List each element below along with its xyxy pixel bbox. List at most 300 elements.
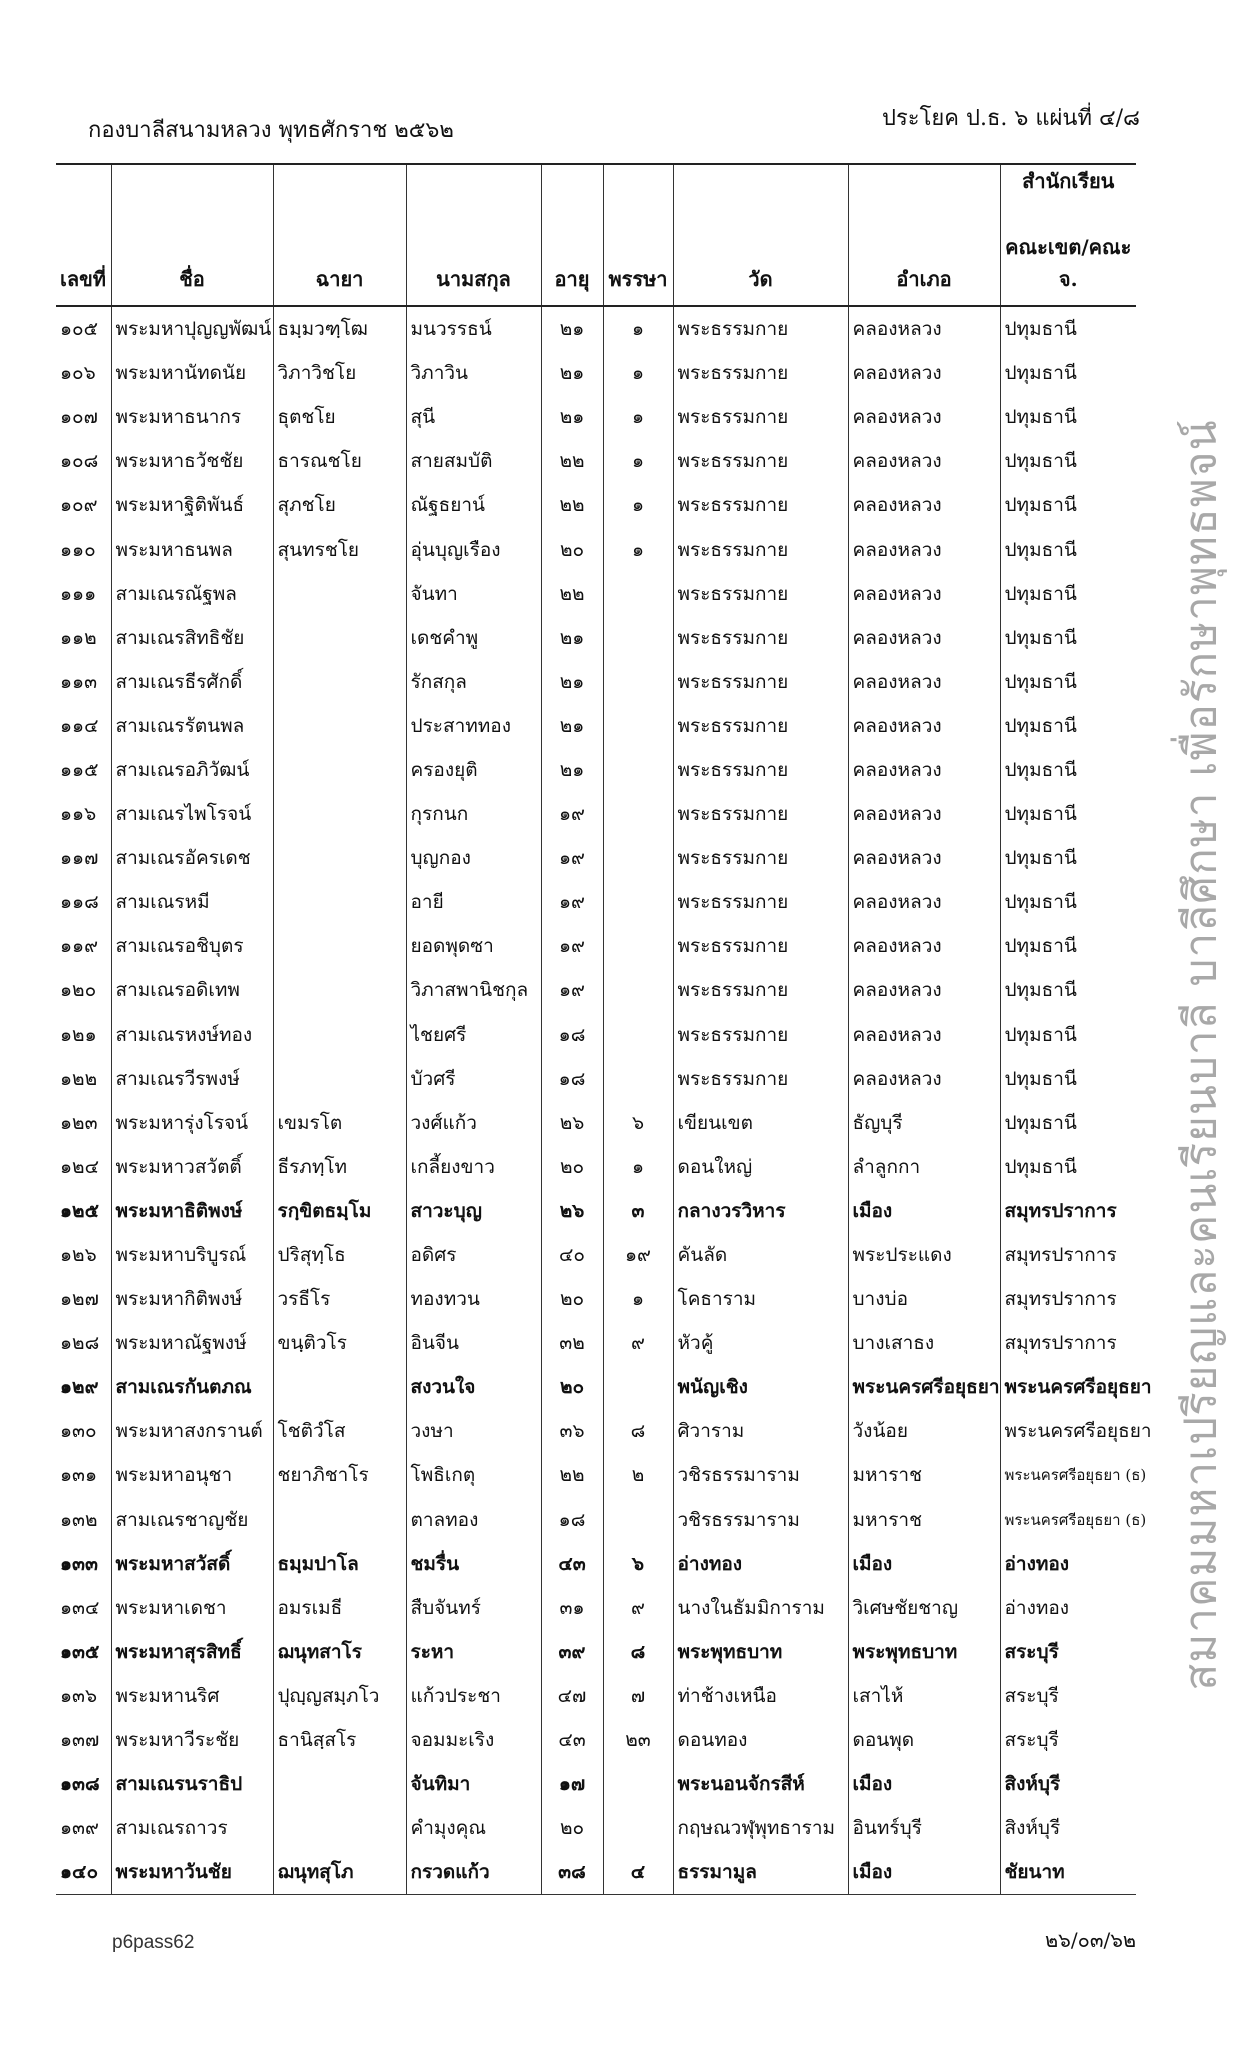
cell-surname: เกลี้ยงขาว [406,1145,541,1189]
cell-surname: อายี [406,880,541,924]
cell-age: ๒๐ [541,1806,603,1850]
table-row [56,1101,1136,1145]
cell-chaya [273,748,406,792]
cell-pansa [603,968,673,1012]
cell-chaya: ธีรภทฺโท [273,1145,406,1189]
cell-name: สามเณรนราธิป [111,1762,273,1806]
col-header-wat: วัด [673,164,848,306]
table-row [56,1145,1136,1189]
cell-no: ๑๑๕ [60,758,99,781]
cell-wat: พระธรรมกาย [673,439,848,483]
cell-pansa: ๘ [603,1630,673,1674]
cell-age: ๑๙ [541,836,603,880]
cell-chaya: สุนทรชโย [273,527,406,571]
cell-chaya: ธุตชโย [273,395,406,439]
cell-office: ปทุมธานี [1000,395,1136,439]
cell-name: พระมหารุ่งโรจน์ [111,1101,273,1145]
cell-wat: พระธรรมกาย [673,880,848,924]
cell-office: ปทุมธานี [1000,306,1136,351]
cell-amphoe: คลองหลวง [848,395,1000,439]
col-header-office-title: สำนักเรียน [1022,169,1115,193]
cell-name: พระมหาอนุชา [111,1453,273,1497]
cell-surname: คำมุงคุณ [406,1806,541,1850]
cell-chaya [273,968,406,1012]
table-row [56,1277,1136,1321]
col-header-chaya: ฉายา [273,164,406,306]
table-body [56,306,1152,1895]
cell-name: พระมหาปุญญพัฒน์ [111,306,273,351]
cell-amphoe: พระนครศรีอยุธยา [848,1365,1000,1409]
table-row [56,306,1136,351]
table-row [56,1542,1136,1586]
cell-name: พระมหาเดชา [111,1586,273,1630]
cell-wat: พระนอนจักรสีห์ [673,1762,848,1806]
cell-pansa: ๑ [603,1145,673,1189]
cell-office: ปทุมธานี [1000,968,1136,1012]
cell-wat: พระธรรมกาย [673,616,848,660]
cell-pansa [603,1013,673,1057]
cell-pansa [603,1365,673,1409]
cell-office: สระบุรี [1000,1674,1136,1718]
cell-office: สระบุรี [1000,1630,1136,1674]
cell-wat: พระพุทธบาท [673,1630,848,1674]
cell-name: สามเณรรัตนพล [111,704,273,748]
cell-chaya: อมรเมธี [273,1586,406,1630]
cell-age: ๓๒ [541,1321,603,1365]
cell-office: ปทุมธานี [1000,527,1136,571]
cell-pansa [603,748,673,792]
cell-age: ๒๐ [541,1365,603,1409]
cell-amphoe: เมือง [848,1762,1000,1806]
cell-name: พระมหาธวัชชัย [111,439,273,483]
cell-wat: คันลัด [673,1233,848,1277]
cell-name: สามเณรวีรพงษ์ [111,1057,273,1101]
cell-chaya [273,704,406,748]
cell-office: ชัยนาท [1000,1850,1136,1895]
cell-name: สามเณรชาญชัย [111,1498,273,1542]
cell-wat: พระธรรมกาย [673,395,848,439]
cell-wat: พนัญเชิง [673,1365,848,1409]
cell-amphoe: ดอนพุด [848,1718,1000,1762]
cell-age: ๒๐ [541,1277,603,1321]
cell-wat: ศิวาราม [673,1409,848,1453]
cell-amphoe: เมือง [848,1542,1000,1586]
cell-age: ๒๑ [541,704,603,748]
cell-chaya [273,924,406,968]
table-row [56,1233,1136,1277]
table-row [56,880,1136,924]
cell-chaya: วรธีโร [273,1277,406,1321]
cell-pansa [603,836,673,880]
table-row [56,1850,1136,1895]
cell-wat: พระธรรมกาย [673,306,848,351]
cell-age: ๔๐ [541,1233,603,1277]
cell-wat: วชิรธรรมาราม [673,1453,848,1497]
cell-name: พระมหาวันชัย [111,1850,273,1895]
cell-wat: นางในธัมมิการาม [673,1586,848,1630]
cell-wat: พระธรรมกาย [673,351,848,395]
cell-amphoe: คลองหลวง [848,968,1000,1012]
table-row [56,1586,1136,1630]
cell-office: ปทุมธานี [1000,836,1136,880]
cell-pansa: ๑๙ [603,1233,673,1277]
cell-wat: กฤษณวฬุพุทธาราม [673,1806,848,1850]
cell-age: ๒๑ [541,395,603,439]
cell-chaya [273,1057,406,1101]
cell-age: ๒๒ [541,1453,603,1497]
cell-no: ๑๓๓ [60,1552,99,1575]
cell-name: พระมหาสงกรานต์ [111,1409,273,1453]
cell-pansa: ๑ [603,483,673,527]
cell-office: สมุทรปราการ [1000,1233,1136,1277]
cell-wat: พระธรรมกาย [673,572,848,616]
table-header-row [56,164,1136,306]
cell-office: พระนครศรีอยุธยา (ธ) [1000,1453,1136,1497]
cell-no: ๑๑๒ [60,626,97,649]
cell-pansa [603,616,673,660]
cell-pansa [603,704,673,748]
cell-pansa: ๓ [603,1189,673,1233]
cell-name: พระมหาธนากร [111,395,273,439]
cell-no: ๑๓๑ [60,1464,98,1487]
cell-wat: พระธรรมกาย [673,483,848,527]
cell-pansa [603,1762,673,1806]
cell-no: ๑๑๓ [60,670,98,693]
cell-chaya [273,1806,406,1850]
cell-age: ๓๘ [541,1850,603,1895]
cell-age: ๔๗ [541,1674,603,1718]
cell-office: ปทุมธานี [1000,880,1136,924]
cell-wat: พระธรรมกาย [673,836,848,880]
cell-name: พระมหาธิติพงษ์ [111,1189,273,1233]
table-row [56,527,1136,571]
cell-name: พระมหานริศ [111,1674,273,1718]
cell-chaya: ธมฺมวฑฺโฒ [273,306,406,351]
cell-no: ๑๒๔ [60,1155,99,1178]
cell-age: ๒๐ [541,527,603,571]
table-row [56,1409,1136,1453]
table-row [56,1013,1136,1057]
cell-pansa [603,1806,673,1850]
cell-wat: พระธรรมกาย [673,527,848,571]
cell-wat: พระธรรมกาย [673,792,848,836]
table-row [56,1498,1136,1542]
cell-surname: ณัฐธยาน์ [406,483,541,527]
cell-name: พระมหาวีระชัย [111,1718,273,1762]
cell-no: ๑๐๖ [60,362,96,385]
table-row [56,968,1136,1012]
cell-chaya [273,660,406,704]
cell-pansa: ๒๓ [603,1718,673,1762]
watermark [1168,230,1234,1880]
cell-chaya: ฌนุทสาโร [273,1630,406,1674]
cell-chaya: ฌนุทสุโภ [273,1850,406,1895]
cell-amphoe: อินทร์บุรี [848,1806,1000,1850]
cell-amphoe: มหาราช [848,1498,1000,1542]
cell-no: ๑๒๒ [60,1067,98,1090]
cell-age: ๑๙ [541,968,603,1012]
cell-surname: มนวรรธน์ [406,306,541,351]
cell-age: ๒๑ [541,748,603,792]
cell-surname: อุ่นบุญเรือง [406,527,541,571]
cell-no: ๑๑๖ [60,803,97,826]
cell-amphoe: ธัญบุรี [848,1101,1000,1145]
cell-chaya: ธานิสฺสโร [273,1718,406,1762]
cell-office: ปทุมธานี [1000,439,1136,483]
cell-no: ๑๒๙ [60,1376,99,1399]
cell-office: ปทุมธานี [1000,1145,1136,1189]
cell-name: พระมหานัทดนัย [111,351,273,395]
table-row [56,1453,1136,1497]
cell-pansa [603,792,673,836]
cell-no: ๑๑๐ [60,538,96,561]
cell-chaya [273,1498,406,1542]
cell-amphoe: คลองหลวง [848,306,1000,351]
cell-surname: วิภาสพานิชกุล [406,968,541,1012]
cell-office: ปทุมธานี [1000,924,1136,968]
cell-surname: แก้วประชา [406,1674,541,1718]
cell-amphoe: วังน้อย [848,1409,1000,1453]
table-row [56,439,1136,483]
cell-age: ๒๑ [541,351,603,395]
cell-name: สามเณรสิทธิชัย [111,616,273,660]
cell-no: ๑๒๑ [60,1023,97,1046]
cell-age: ๓๙ [541,1630,603,1674]
cell-chaya: วิภาวิชโย [273,351,406,395]
cell-name: พระมหาวสวัตติ์ [111,1145,273,1189]
cell-wat: หัวคู้ [673,1321,848,1365]
table-row [56,1762,1136,1806]
cell-amphoe: บางบ่อ [848,1277,1000,1321]
table-row [56,616,1136,660]
cell-surname: บุญกอง [406,836,541,880]
cell-chaya [273,1762,406,1806]
cell-name: สามเณรอภิวัฒน์ [111,748,273,792]
cell-pansa: ๑ [603,1277,673,1321]
cell-office: อ่างทอง [1000,1586,1136,1630]
cell-age: ๒๒ [541,483,603,527]
cell-no: ๑๒๗ [60,1288,99,1311]
cell-amphoe: พระพุทธบาท [848,1630,1000,1674]
cell-pansa: ๙ [603,1586,673,1630]
cell-surname: วงศ์แก้ว [406,1101,541,1145]
cell-wat: กลางวรวิหาร [673,1189,848,1233]
table-row [56,1189,1136,1233]
cell-amphoe: มหาราช [848,1453,1000,1497]
cell-wat: พระธรรมกาย [673,1057,848,1101]
col-header-surname: นามสกุล [406,164,541,306]
cell-age: ๒๖ [541,1101,603,1145]
cell-amphoe: คลองหลวง [848,572,1000,616]
cell-amphoe: คลองหลวง [848,351,1000,395]
table-row [56,1057,1136,1101]
cell-amphoe: พระประแดง [848,1233,1000,1277]
cell-name: สามเณรธีรศักดิ์ [111,660,273,704]
cell-wat: วชิรธรรมาราม [673,1498,848,1542]
cell-surname: สุนี [406,395,541,439]
cell-office: พระนครศรีอยุธยา [1000,1365,1136,1409]
cell-office: ปทุมธานี [1000,748,1136,792]
cell-office: สิงห์บุรี [1000,1762,1136,1806]
cell-pansa: ๑ [603,527,673,571]
cell-no: ๑๐๗ [60,406,98,429]
cell-age: ๒๑ [541,306,603,351]
cell-chaya: สุภชโย [273,483,406,527]
cell-surname: เดชคำพู [406,616,541,660]
cell-chaya: ปริสุทฺโธ [273,1233,406,1277]
cell-surname: กรวดแก้ว [406,1850,541,1895]
cell-surname: อดิศร [406,1233,541,1277]
cell-pansa [603,572,673,616]
cell-name: สามเณรกันตภณ [111,1365,273,1409]
cell-amphoe: คลองหลวง [848,483,1000,527]
document-header-left: กองบาลีสนามหลวง พุทธศักราช ๒๕๖๒ [88,118,454,143]
cell-name: พระมหากิติพงษ์ [111,1277,273,1321]
cell-wat: ท่าช้างเหนือ [673,1674,848,1718]
table-row [56,748,1136,792]
cell-pansa: ๑ [603,306,673,351]
table-row [56,1718,1136,1762]
cell-surname: ไชยศรี [406,1013,541,1057]
cell-surname: สืบจันทร์ [406,1586,541,1630]
cell-office: ปทุมธานี [1000,1013,1136,1057]
cell-surname: วงษา [406,1409,541,1453]
footer-date: ๒๖/๐๓/๖๒ [1045,1928,1137,1952]
cell-surname: ทองทวน [406,1277,541,1321]
cell-name: สามเณรหมี [111,880,273,924]
cell-surname: จันทา [406,572,541,616]
cell-wat: พระธรรมกาย [673,1013,848,1057]
cell-name: พระมหาฐิติพันธ์ [111,483,273,527]
cell-amphoe: คลองหลวง [848,1013,1000,1057]
cell-wat: พระธรรมกาย [673,968,848,1012]
cell-surname: บัวศรี [406,1057,541,1101]
table-row [56,351,1136,395]
cell-wat: พระธรรมกาย [673,660,848,704]
cell-pansa: ๒ [603,1453,673,1497]
cell-chaya [273,616,406,660]
cell-chaya: ชยาภิชาโร [273,1453,406,1497]
cell-age: ๑๘ [541,1013,603,1057]
cell-amphoe: คลองหลวง [848,1057,1000,1101]
cell-age: ๑๗ [541,1762,603,1806]
cell-chaya: ปุญฺญสมฺภโว [273,1674,406,1718]
cell-surname: ชมรื่น [406,1542,541,1586]
cell-office: ปทุมธานี [1000,1057,1136,1101]
cell-wat: พระธรรมกาย [673,924,848,968]
cell-no: ๑๓๙ [60,1817,99,1840]
cell-pansa: ๘ [603,1409,673,1453]
cell-wat: เขียนเขต [673,1101,848,1145]
cell-surname: รักสกุล [406,660,541,704]
cell-office: สมุทรปราการ [1000,1277,1136,1321]
col-header-office [1000,164,1136,306]
col-header-no: เลขที่ [60,267,106,291]
cell-chaya [273,792,406,836]
document-header-right: ประโยค ป.ธ. ๖ แผ่นที่ ๔/๘ [882,106,1140,131]
cell-chaya [273,1013,406,1057]
cell-no: ๑๐๙ [60,494,98,517]
cell-no: ๑๓๘ [60,1773,100,1796]
cell-pansa: ๔ [603,1850,673,1895]
col-header-name: ชื่อ [111,164,273,306]
cell-office: ปทุมธานี [1000,704,1136,748]
table-row [56,792,1136,836]
cell-no: ๑๓๒ [60,1508,98,1531]
cell-amphoe: คลองหลวง [848,880,1000,924]
table-row [56,924,1136,968]
cell-office: สมุทรปราการ [1000,1189,1136,1233]
cell-surname: วิภาวิน [406,351,541,395]
cell-office: สระบุรี [1000,1718,1136,1762]
table-row [56,1321,1136,1365]
cell-office: พระนครศรีอยุธยา (ธ) [1000,1498,1136,1542]
cell-pansa: ๑ [603,395,673,439]
cell-name: พระมหาณัฐพงษ์ [111,1321,273,1365]
cell-name: พระมหาธนพล [111,527,273,571]
cell-name: สามเณรอัครเดช [111,836,273,880]
col-header-office-sub: คณะเขต/คณะ จ. [1005,235,1132,291]
cell-wat: ดอนใหญ่ [673,1145,848,1189]
cell-surname: โพธิเกตุ [406,1453,541,1497]
cell-age: ๓๖ [541,1409,603,1453]
cell-chaya: ขนฺติวโร [273,1321,406,1365]
cell-amphoe: คลองหลวง [848,792,1000,836]
table-row [56,395,1136,439]
cell-chaya: โชติวํโส [273,1409,406,1453]
cell-no: ๑๑๑ [60,582,97,605]
cell-surname: ตาลทอง [406,1498,541,1542]
cell-pansa [603,924,673,968]
cell-pansa [603,1498,673,1542]
cell-no: ๑๔๐ [60,1861,99,1884]
cell-surname: ระหา [406,1630,541,1674]
table-row [56,1365,1136,1409]
cell-amphoe: เสาไห้ [848,1674,1000,1718]
table-row [56,660,1136,704]
cell-no: ๑๑๙ [60,935,99,958]
cell-surname: ประสาททอง [406,704,541,748]
cell-age: ๔๓ [541,1542,603,1586]
cell-surname: ยอดพุดซา [406,924,541,968]
cell-office: สิงห์บุรี [1000,1806,1136,1850]
cell-no: ๑๒๖ [60,1244,97,1267]
cell-name: สามเณรไพโรจน์ [111,792,273,836]
cell-no: ๑๑๔ [60,714,99,737]
table-row [56,1630,1136,1674]
cell-no: ๑๓๕ [60,1640,100,1663]
cell-amphoe: คลองหลวง [848,616,1000,660]
cell-no: ๑๓๗ [60,1729,100,1752]
cell-amphoe: คลองหลวง [848,527,1000,571]
cell-age: ๑๙ [541,880,603,924]
cell-age: ๒๒ [541,439,603,483]
cell-office: ปทุมธานี [1000,351,1136,395]
cell-pansa: ๖ [603,1542,673,1586]
cell-no: ๑๓๔ [60,1596,100,1619]
cell-office: ปทุมธานี [1000,572,1136,616]
cell-pansa: ๙ [603,1321,673,1365]
table-row [56,1674,1136,1718]
cell-name: สามเณรอดิเทพ [111,968,273,1012]
cell-no: ๑๐๕ [60,318,99,341]
table-row [56,704,1136,748]
cell-amphoe: ลำลูกกา [848,1145,1000,1189]
cell-chaya: ธารณชโย [273,439,406,483]
cell-wat: พระธรรมกาย [673,704,848,748]
cell-amphoe: คลองหลวง [848,704,1000,748]
cell-surname: สาวะบุญ [406,1189,541,1233]
